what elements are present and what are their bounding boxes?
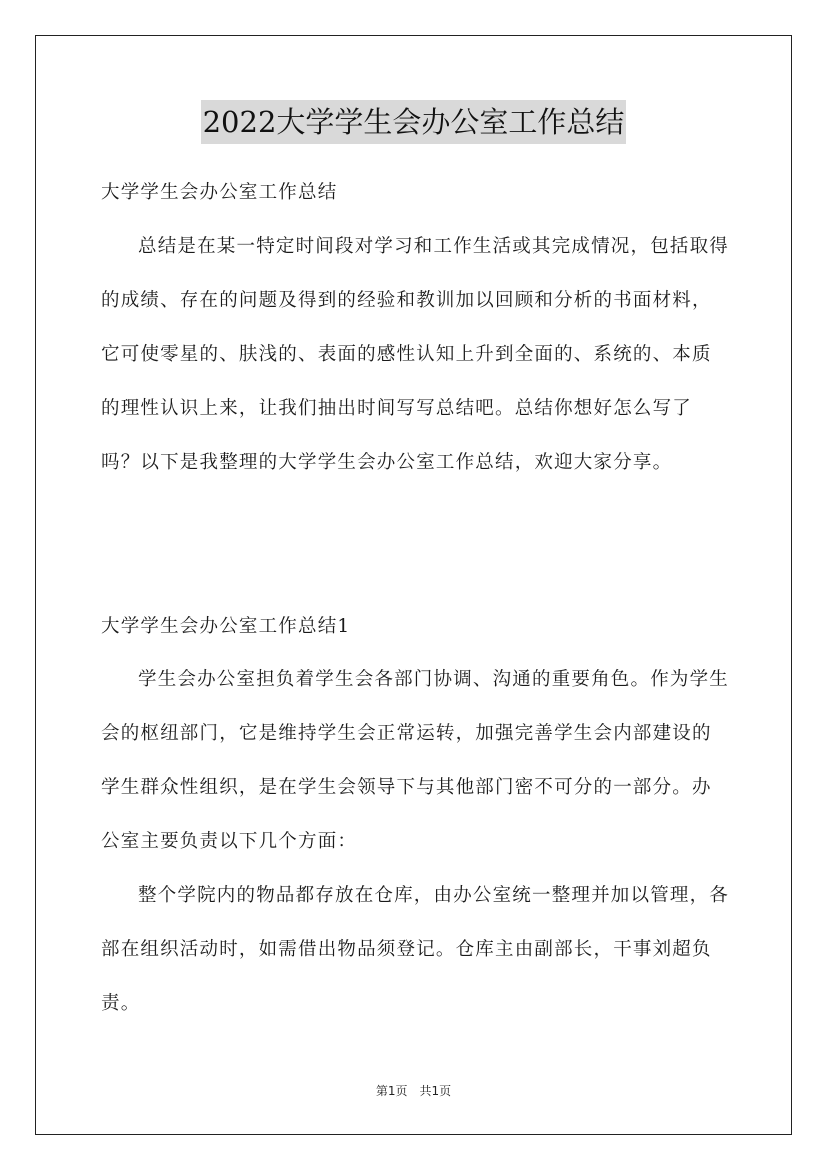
section-heading: 大学学生会办公室工作总结1 [101, 616, 351, 637]
title-container [0, 100, 827, 144]
document-title: 2022大学学生会办公室工作总结 [201, 100, 627, 144]
document-subtitle: 大学学生会办公室工作总结 [101, 182, 338, 203]
page-total: 共1页 [419, 1084, 452, 1098]
intro-paragraph: 总结是在某一特定时间段对学习和工作生活或其完成情况，包括取得的成绩、存在的问题及得到的经验和教训加以回顾和分析的书面材料，它可使零星的、肤浅的、表面的感性认知上升到全面的、系统的、本质的理性认识上来，让我们抽出时间写写总结吧。总结你想好怎么写了吗？以下是我整理的大学学生会办公室工作总结，欢迎大家分享。 [101, 236, 730, 473]
page-footer [0, 1082, 827, 1099]
section-paragraph-1: 学生会办公室担负着学生会各部门协调、沟通的重要角色。作为学生会的枢纽部门，它是维持学生会正常运转，加强完善学生会内部建设的学生群众性组织，是在学生会领导下与其他部门密不可分的一部分。办公室主要负责以下几个方面： [101, 669, 730, 852]
page-current: 第1页 [375, 1084, 408, 1098]
section-paragraph-2: 整个学院内的物品都存放在仓库，由办公室统一整理并加以管理，各部在组织活动时，如需借出物品须登记。仓库主由副部长，干事刘超负责。 [101, 885, 730, 1014]
